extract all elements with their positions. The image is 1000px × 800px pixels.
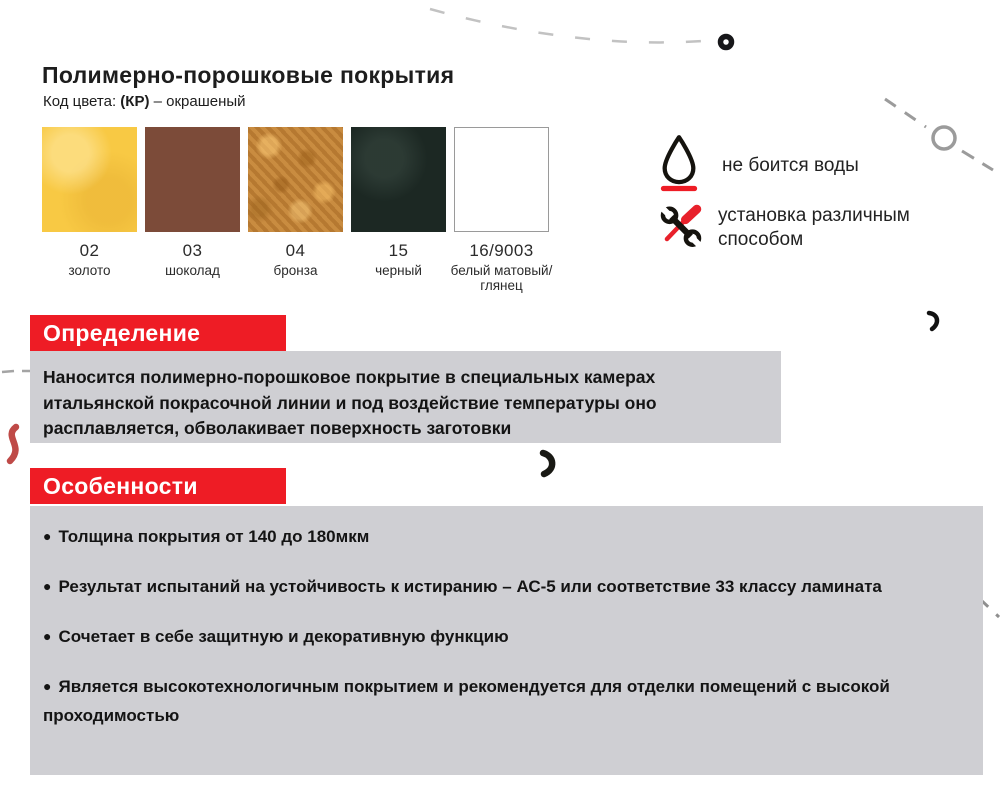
donut-icon: [721, 37, 732, 48]
feature-bullet: [43, 573, 955, 602]
red-squiggle-left: [10, 427, 16, 461]
bullet-text: Толщина покрытия от 140 до 180мкм: [58, 527, 370, 546]
swatch-gold-color: [42, 127, 137, 232]
color-swatch-row: [42, 127, 553, 294]
bullet-dot: ●: [43, 528, 52, 544]
swatch-name: белый матовый/глянец: [450, 263, 553, 294]
swatch-code: 16/9003: [469, 241, 534, 260]
comma-mark-right: [929, 313, 937, 329]
swatch-name: шоколад: [165, 263, 220, 278]
feature-bullet: [43, 673, 955, 731]
bullet-text: Является высокотехнологичным покрытием и рекомендуется для отделки помещений с высокой проходимостью: [43, 676, 890, 725]
swatch-bronze-color: [248, 127, 343, 232]
color-code-suffix: – окрашеный: [149, 93, 246, 110]
dashed-line-topright: [885, 99, 926, 127]
dashed-line-topright-tail: [962, 151, 993, 170]
feature-waterproof: [658, 134, 954, 197]
bullet-dot: ●: [43, 677, 52, 694]
bullet-dot: ●: [43, 577, 52, 594]
swatch-white-label: [431, 241, 572, 293]
swatch-code: 04: [285, 241, 306, 260]
features-bullet-list: [30, 506, 983, 730]
swatch-name: бронза: [273, 263, 318, 278]
page-title: Полимерно-порошковые покрытия: [42, 62, 455, 88]
color-code-value: (КР): [120, 93, 150, 110]
definition-panel: [30, 351, 781, 443]
swatch-white-color: [454, 127, 549, 232]
bullet-text: Результат испытаний на устойчивость к истиранию – АС-5 или соответствие 33 классу ламината: [58, 576, 882, 596]
definition-text: Наносится полимерно-порошковое покрытие в специальных камерах итальянской покрасочной линии и под воздействие температуры оно расплавляется, обволакивает поверхность заготовки: [43, 367, 657, 439]
features-panel: [30, 506, 983, 775]
swatch-code: 03: [182, 241, 203, 260]
bullet-text: Сочетает в себе защитную и декоративную функцию: [58, 626, 509, 646]
comma-mark-center: [543, 453, 552, 474]
swatch-code: 15: [388, 241, 409, 260]
color-code-prefix: Код цвета:: [43, 93, 121, 110]
section-heading-definition: Определение: [30, 315, 286, 351]
swatch-black-color: [351, 127, 446, 232]
feature-list: [658, 134, 954, 252]
swatch-white: [450, 127, 553, 294]
feature-installation: [658, 203, 954, 252]
swatch-name: золото: [68, 263, 111, 278]
bullet-dot: ●: [43, 627, 52, 644]
color-code-subtitle: [43, 93, 246, 110]
feature-bullet: [43, 623, 955, 652]
feature-label: не боится воды: [722, 154, 859, 176]
feature-label: установка различным способом: [718, 205, 910, 250]
swatch-name: черный: [375, 263, 422, 278]
dash-mark-left: [2, 371, 30, 372]
feature-bullet: [43, 523, 955, 552]
dashed-curve-top: [430, 9, 703, 42]
swatch-code: 02: [79, 241, 100, 260]
water-drop-icon: [658, 134, 700, 197]
swatch-chocolate-color: [145, 127, 240, 232]
section-heading-features: Особенности: [30, 468, 286, 504]
tools-icon: [658, 203, 704, 252]
